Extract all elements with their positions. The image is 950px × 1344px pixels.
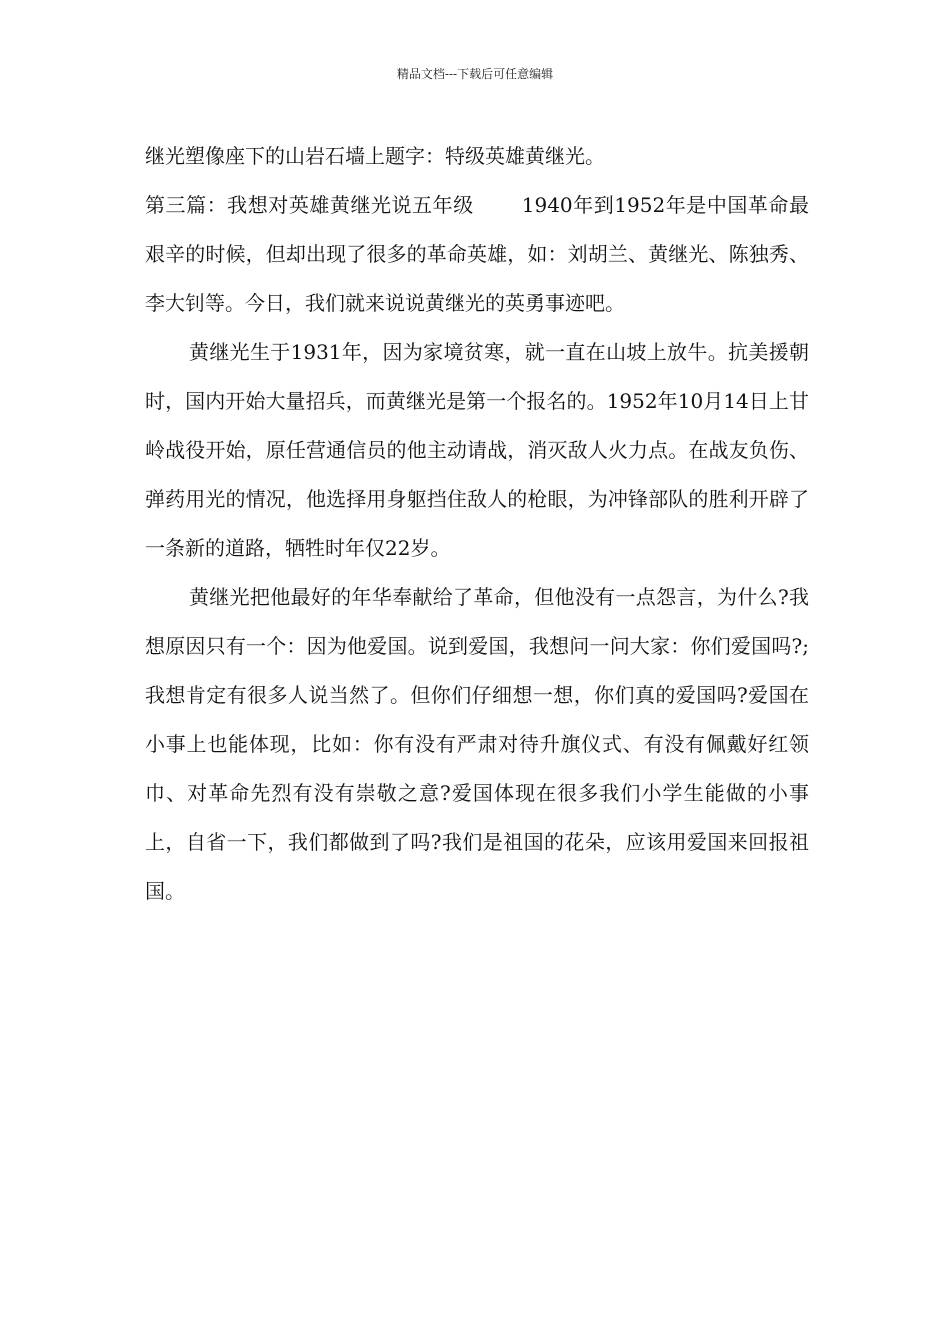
paragraph-continuation: 继光塑像座下的山岩石墙上题字：特级英雄黄继光。 — [145, 144, 605, 168]
section-title: 第三篇：我想对英雄黄继光说五年级 — [145, 193, 474, 217]
section-intro-text: 1940年到1952年是中国革命最艰辛的时候，但却出现了很多的革命英雄，如：刘胡兰、黄继光、陈独秀、李大钊等。今日，我们就来说说黄继光的英勇事迹吧。 — [145, 193, 810, 315]
page-header: 精品文档---下载后可任意编辑 — [396, 67, 554, 81]
paragraph-biography: 黄继光生于1931年，因为家境贫寒，就一直在山坡上放牛。抗美援朝时，国内开始大量招兵，而黄继光是第一个报名的。1952年10月14日上甘岭战役开始，原任营通信员的他主动请战，消灭敌人火力点。在战友负伤、弹药用光的情况，他选择用身躯挡住敌人的枪眼，为冲锋部队的胜利开辟了一条新的道路，牺牲时年仅22岁。 — [145, 340, 809, 560]
paragraph-reflection: 黄继光把他最好的年华奉献给了革命，但他没有一点怨言，为什么?我想原因只有一个：因为他爱国。说到爱国，我想问一问大家：你们爱国吗?;我想肯定有很多人说当然了。但你们仔细想一想，你们真的爱国吗?爱国在小事上也能体现，比如：你有没有严肃对待升旗仪式、有没有佩戴好红领巾、对革命先烈有没有崇敬之意?爱国体现在很多我们小学生能做的小事上，自省一下，我们都做到了吗?我们是祖国的花朵，应该用爱国来回报祖国。 — [145, 585, 809, 903]
paragraph-section-intro — [145, 181, 809, 328]
document-body — [145, 132, 809, 916]
